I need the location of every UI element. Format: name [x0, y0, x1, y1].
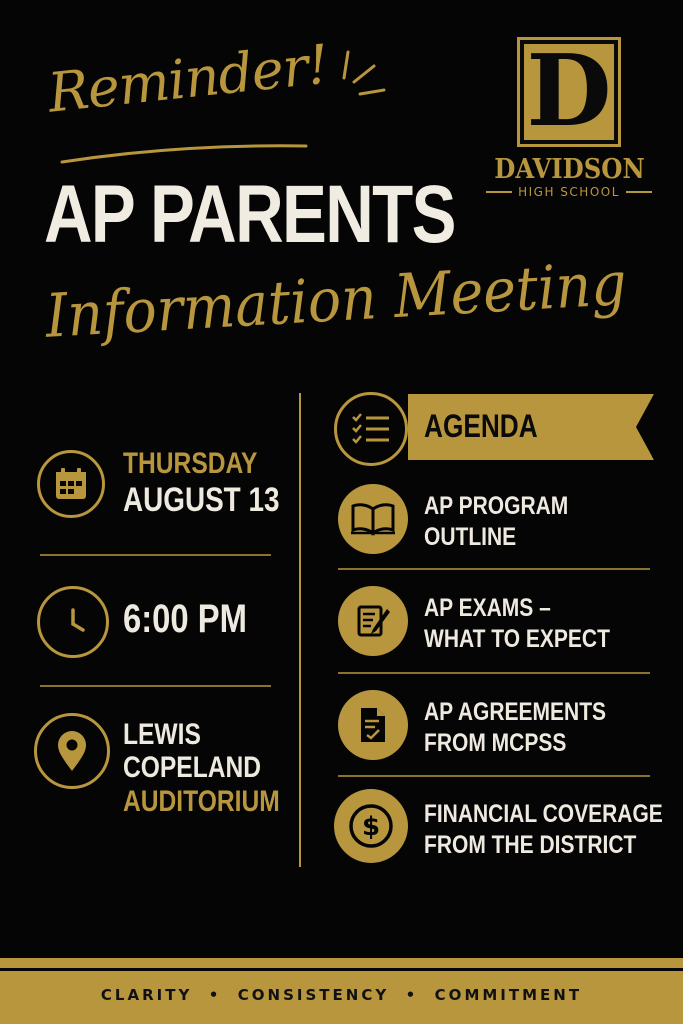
meeting-date: AUGUST 13 — [123, 481, 280, 519]
column-divider — [299, 393, 301, 867]
agenda-item-4-line2: FROM THE DISTRICT — [424, 831, 637, 859]
agenda-item-2-line2: WHAT TO EXPECT — [424, 625, 610, 653]
location-line3: AUDITORIUM — [123, 785, 280, 818]
calendar-icon — [37, 450, 105, 518]
divider — [338, 568, 650, 570]
sparkle-lines-icon — [330, 48, 390, 108]
agenda-item-1-line2: OUTLINE — [424, 523, 517, 551]
location-pin-icon — [34, 713, 110, 789]
page-subtitle: Information Meeting — [44, 248, 628, 352]
location-line1: LEWIS — [123, 718, 201, 751]
svg-text:$: $ — [361, 812, 381, 842]
agenda-item-4-line1: FINANCIAL COVERAGE — [424, 800, 663, 828]
footer-rule — [0, 968, 683, 971]
agenda-item-3-line2: FROM MCPSS — [424, 729, 567, 757]
divider — [40, 685, 271, 687]
book-icon — [338, 484, 408, 554]
school-logo-letter: D — [520, 40, 618, 144]
divider — [40, 554, 271, 556]
clock-icon — [37, 586, 109, 658]
notepad-pencil-icon — [338, 586, 408, 656]
checklist-icon — [334, 392, 408, 466]
dollar-icon — [334, 789, 408, 863]
agenda-item-1-line1: AP PROGRAM — [424, 492, 569, 520]
location-line2: COPELAND — [123, 751, 262, 784]
document-check-icon — [338, 690, 408, 760]
school-name: DAVIDSON — [494, 154, 645, 185]
school-subname: HIGH SCHOOL — [518, 185, 620, 199]
school-logo — [486, 34, 652, 199]
page-title: AP PARENTS — [44, 169, 455, 260]
agenda-heading: AGENDA — [424, 408, 538, 444]
agenda-item-3-line1: AP AGREEMENTS — [424, 698, 607, 726]
divider — [338, 775, 650, 777]
agenda-item-2-line1: AP EXAMS – — [424, 594, 551, 622]
footer-tagline: CLARITY • CONSISTENCY • COMMITMENT — [100, 986, 583, 1004]
reminder-heading: Reminder! — [45, 32, 331, 125]
meeting-day: THURSDAY — [123, 447, 258, 480]
banner-notch — [620, 394, 654, 460]
meeting-time: 6:00 PM — [123, 597, 247, 641]
divider — [338, 672, 650, 674]
reminder-underline — [60, 140, 310, 170]
